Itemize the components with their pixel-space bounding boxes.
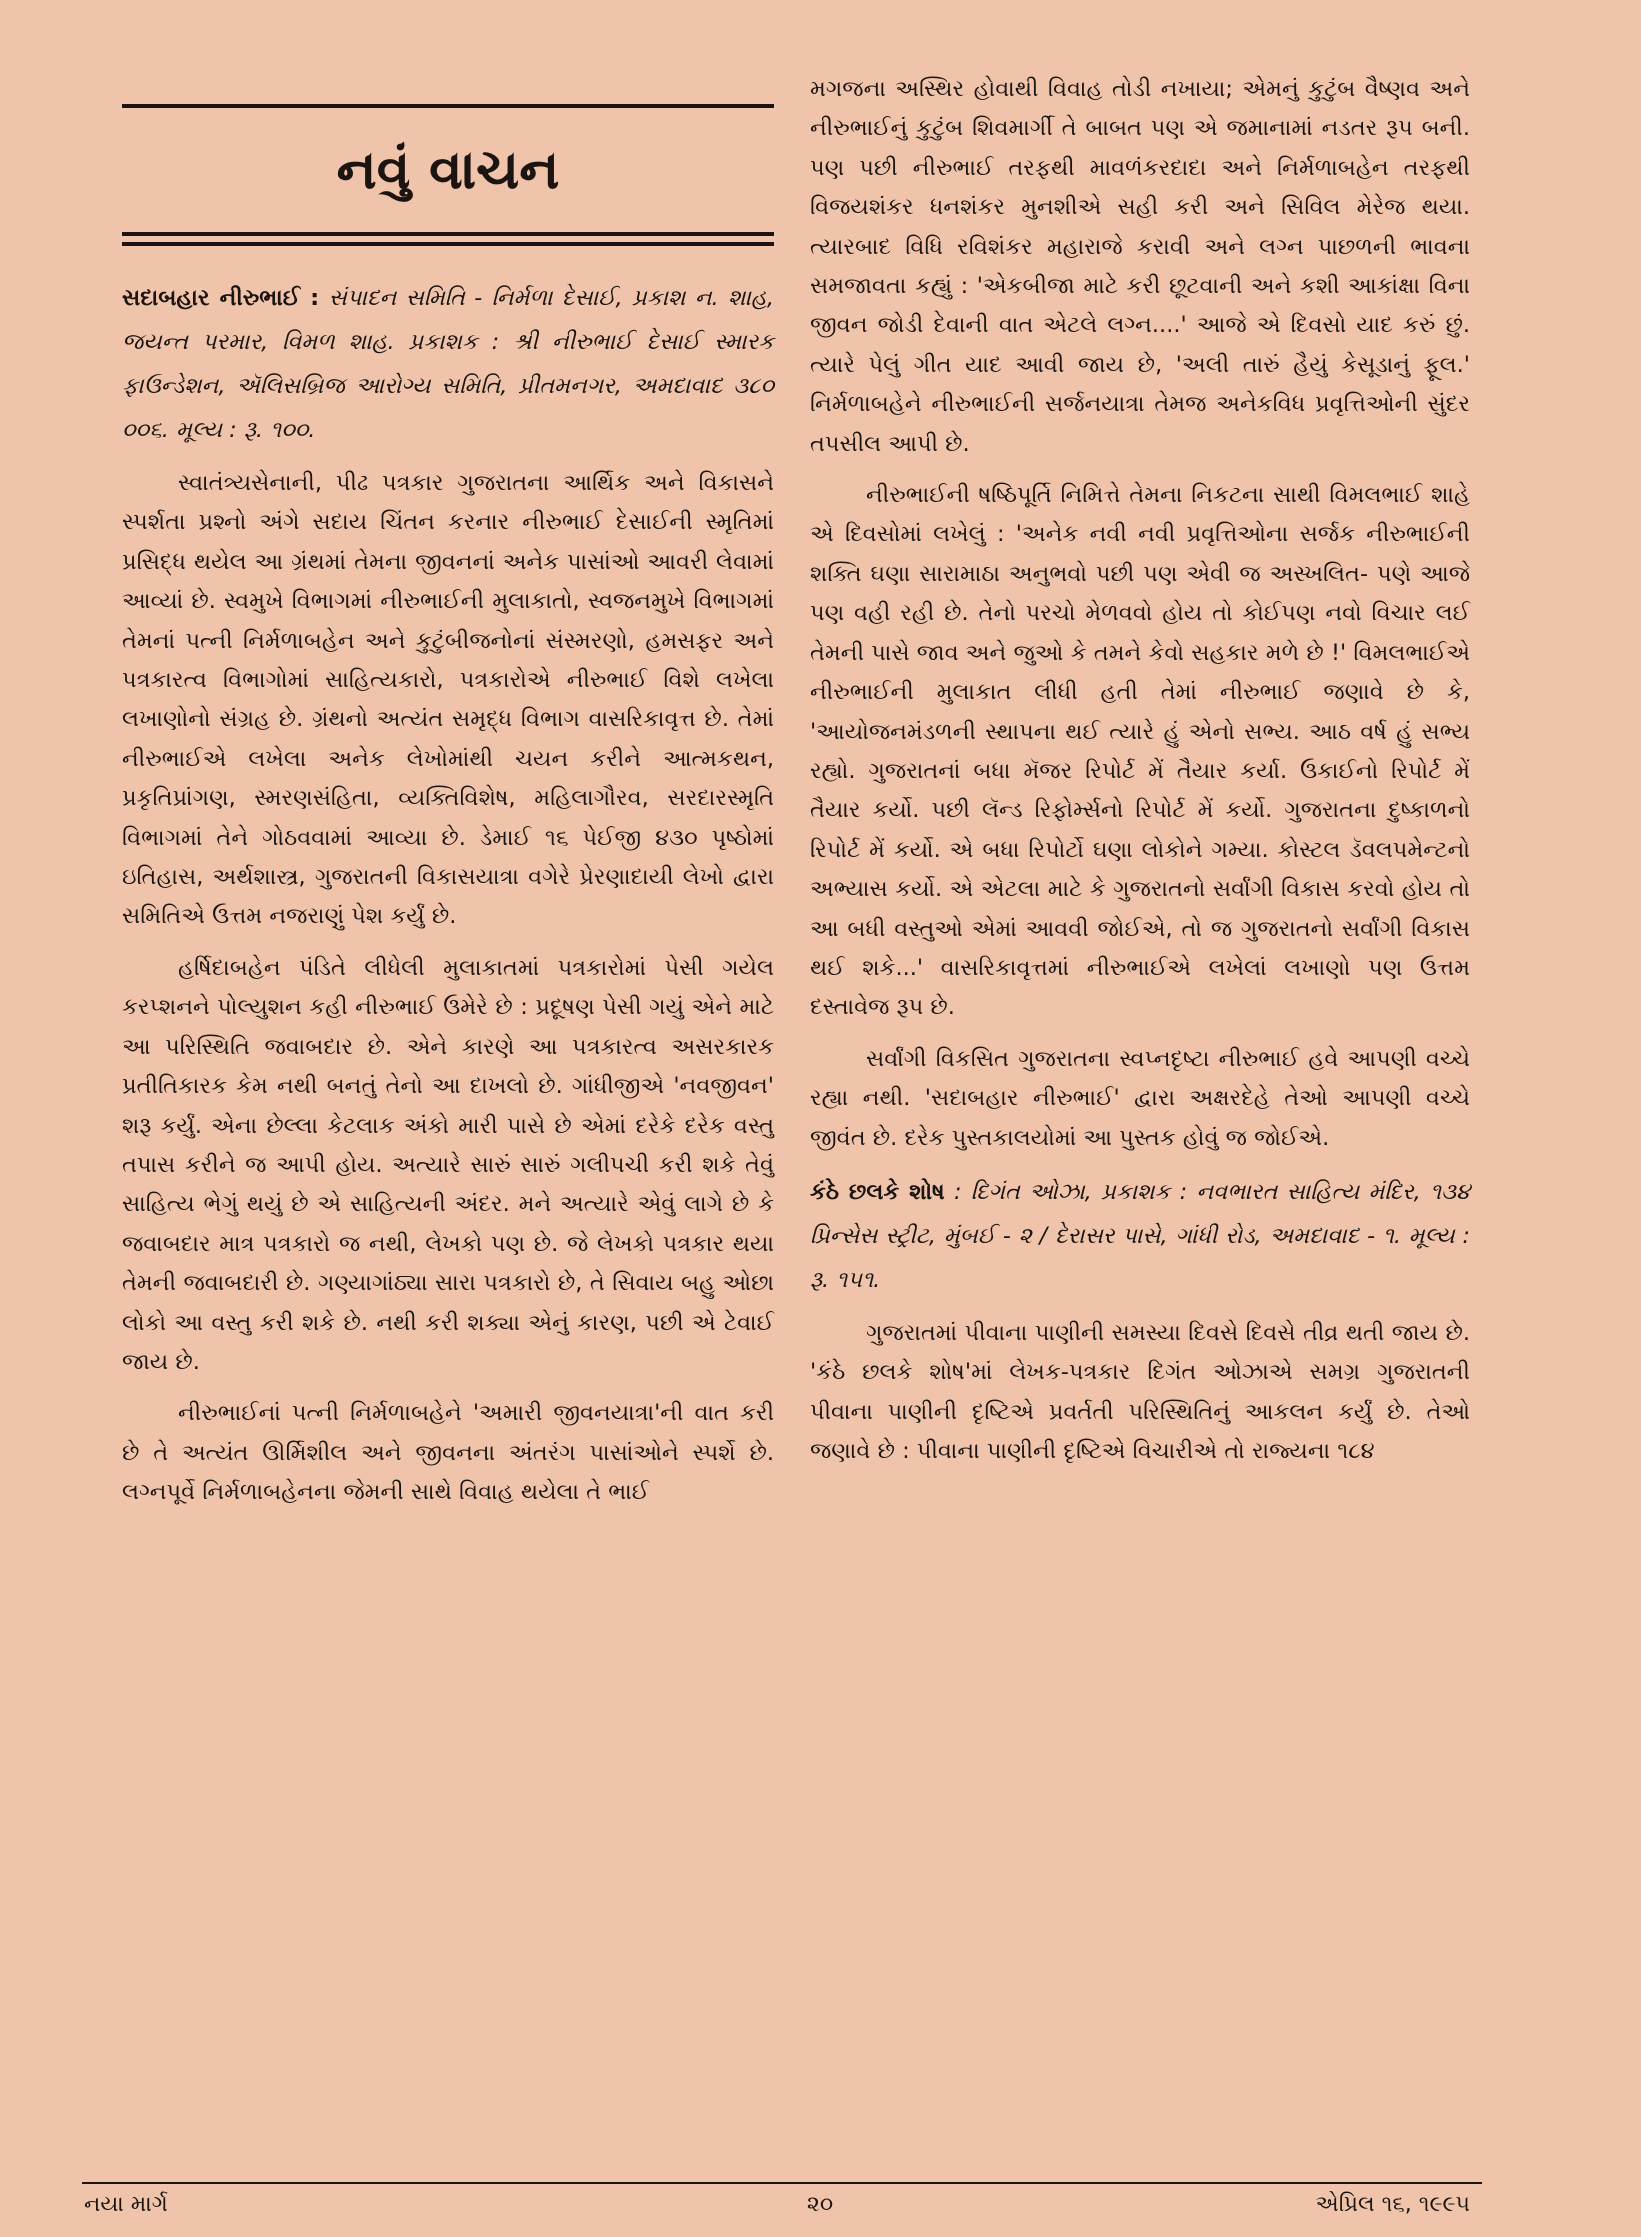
- left-body: [122, 276, 774, 1513]
- review-1-title: સદાબહાર નીરુભાઈ :: [122, 285, 320, 311]
- review-2-header: [810, 1170, 1470, 1302]
- footer-page-number: ૨૦: [806, 2192, 834, 2217]
- top-rule: [122, 104, 774, 108]
- review-2-details: : દિગંત ઓઝા, પ્રકાશક : નવભારત સાહિત્ય મંદિર, ૧૩૪ પ્રિન્સેસ સ્ટ્રીટ, મુંબઈ - ૨ / દેરાસર પાસે, ગાંધી રોડ, અમદાવાદ - ૧. મૂલ્ય : રૂ. ૧૫૧.: [810, 1178, 1470, 1293]
- review-1-paragraph-3: નીરુભાઈનાં પત્ની નિર્મળાબહેને 'અમારી જીવનયાત્રા'ની વાત કરી છે તે અત્યંત ઊર્મિશીલ અને જીવનના અંતરંગ પાસાંઓને સ્પર્શે છે. લગ્નપૂર્વે નિર્મળાબહેનના જેમની સાથે વિવાહ થયેલા તે ભાઈ: [122, 1400, 774, 1506]
- review-2-paragraph-1: ગુજરાતમાં પીવાના પાણીની સમસ્યા દિવસે દિવસે તીવ્ર થતી જાય છે. 'કંઠે છલકે શોષ'માં લેખક-પત્રકાર દિગંત ઓઝાએ સમગ્ર ગુજરાતની પીવાના પાણીની દૃષ્ટિએ પ્રવર્તતી પરિસ્થિતિનું આકલન કર્યું છે. તેઓ જણાવે છે : પીવાના પાણીની દૃષ્ટિએ વિચારીએ તો રાજ્યના ૧૮૪: [810, 1319, 1470, 1465]
- review-1-paragraph-1: સ્વાતંત્ર્યસેનાની, પીઢ પત્રકાર ગુજરાતના આર્થિક અને વિકાસને સ્પર્શતા પ્રશ્નો અંગે સદાય ચિંતન કરનાર નીરુભાઈ દેસાઈની સ્મૃતિમાં પ્રસિદ્ધ થયેલ આ ગ્રંથમાં તેમના જીવનનાં અનેક પાસાંઓ આવરી લેવામાં આવ્યાં છે. સ્વમુખે વિભાગમાં નીરુભાઈની મુલાકાતો, સ્વજનમુખે વિભાગમાં તેમનાં પત્ની નિર્મળાબહેન અને કુટુંબીજનોનાં સંસ્મરણો, હમસફર અને પત્રકારત્વ વિભાગોમાં સાહિત્યકારો, પત્રકારોએ નીરુભાઈ વિશે લખેલા લખાણોનો સંગ્રહ છે. ગ્રંથનો અત્યંત સમૃદ્ધ વિભાગ વાસરિકાવૃત્ત છે. તેમાં નીરુભાઈએ લખેલા અનેક લેખોમાંથી ચયન કરીને આત્મકથન, પ્રકૃતિપ્રાંગણ, સ્મરણસંહિતા, વ્યક્તિવિશેષ, મહિલાગૌરવ, સરદારસ્મૃતિ વિભાગમાં તેને ગોઠવવામાં આવ્યા છે. ડેમાઈ ૧૬ પેઈજી ૪૩૦ પૃષ્ઠોમાં ઇતિહાસ, અર્થશાસ્ત્ર, ગુજરાતની વિકાસયાત્રા વગેરે પ્રેરણાદાયી લેખો દ્વારા સમિતિએ ઉત્તમ નજરાણું પેશ કર્યું છે.: [122, 470, 774, 930]
- section-heading: નવું વાચન: [336, 138, 560, 201]
- footer-magazine-name: નયા માર્ગ: [84, 2192, 168, 2217]
- review-1-paragraph-3-continued: મગજના અસ્થિર હોવાથી વિવાહ તોડી નખાયા; એમનું કુટુંબ વૈષ્ણવ અને નીરુભાઈનું કુટુંબ શિવમાર્ગી તે બાબત પણ એ જમાનામાં નડતર રૂપ બની. પણ પછી નીરુભાઈ તરફથી માવળંકરદાદા અને નિર્મળાબહેન તરફથી વિજયશંકર ધનશંકર મુનશીએ સહી કરી અને સિવિલ મેરેજ થયા. ત્યારબાદ વિધિ રવિશંકર મહારાજે કરાવી અને લગ્ન પાછળની ભાવના સમજાવતા કહ્યું : 'એકબીજા માટે કરી છૂટવાની અને કશી આકાંક્ષા વિના જીવન જોડી દેવાની વાત એટલે લગ્ન....' આજે એ દિવસો યાદ કરું છું. ત્યારે પેલું ગીત યાદ આવી જાય છે, 'અલી તારું હૈયું કેસૂડાનું ફૂલ.' નિર્મળાબહેને નીરુભાઈની સર્જનયાત્રા તેમજ અનેકવિધ પ્રવૃત્તિઓની સુંદર તપસીલ આપી છે.: [810, 76, 1470, 457]
- double-rule: [122, 232, 774, 246]
- review-1-details: સંપાદન સમિતિ - નિર્મળા દેસાઈ, પ્રકાશ ન. શાહ, જયન્ત પરમાર, વિમળ શાહ. પ્રકાશક : શ્રી નીરુભાઈ દેસાઈ સ્મારક ફાઉન્ડેશન, ઍલિસબ્રિજ આરોગ્ય સમિતિ, પ્રીતમનગર, અમદાવાદ ૩૮૦ ૦૦૬. મૂલ્ય : રૂ. ૧૦૦.: [122, 285, 775, 443]
- review-1-paragraph-2: હર્ષિદાબહેન પંડિતે લીધેલી મુલાકાતમાં પત્રકારોમાં પેસી ગયેલ કરપ્શનને પોલ્યુશન કહી નીરુભાઈ ઉમેરે છે : પ્રદૂષણ પેસી ગયું એને માટે આ પરિસ્થિતિ જવાબદાર છે. એને કારણે આ પત્રકારત્વ અસરકારક પ્રતીતિકારક કેમ નથી બનતું તેનો આ દાખલો છે. ગાંધીજીએ 'નવજીવન' શરૂ કર્યું. એના છેલ્લા કેટલાક અંકો મારી પાસે છે એમાં દરેકે દરેક વસ્તુ તપાસ કરીને જ આપી હોય. અત્યારે સારું સારું ગલીપચી કરી શકે તેવું સાહિત્ય ભેગું થયું છે એ સાહિત્યની અંદર. મને અત્યારે એવું લાગે છે કે જવાબદાર માત્ર પત્રકારો જ નથી, લેખકો પણ છે. જે લેખકો પત્રકાર થયા તેમની જવાબદારી છે. ગણ્યાગાંઠ્યા સારા પત્રકારો છે, તે સિવાય બહુ ઓછા લોકો આ વસ્તુ કરી શકે છે. નથી કરી શક્યા એનું કારણ, પછી એ ટેવાઈ જાય છે.: [122, 954, 774, 1375]
- footer-rule: [82, 2182, 1482, 2184]
- review-1-paragraph-4: નીરુભાઈની ષષ્ઠિપૂર્તિ નિમિત્તે તેમના નિકટના સાથી વિમલભાઈ શાહે એ દિવસોમાં લખેલું : 'અનેક નવી નવી પ્રવૃત્તિઓના સર્જક નીરુભાઈની શક્તિ ઘણા સારામાઠા અનુભવો પછી પણ એવી જ અસ્ખલિત- પણે આજે પણ વહી રહી છે. તેનો પરચો મેળવવો હોય તો કોઈપણ નવો વિચાર લઈ તેમની પાસે જાવ અને જુઓ કે તમને કેવો સહકાર મળે છે !' વિમલભાઈએ નીરુભાઈની મુલાકાત લીધી હતી તેમાં નીરુભાઈ જણાવે છે કે, 'આયોજનમંડળની સ્થાપના થઈ ત્યારે હું એનો સભ્ય. આઠ વર્ષ હું સભ્ય રહ્યો. ગુજરાતનાં બધા મૅજર રિપોર્ટ મેં તૈયાર કર્યા. ઉકાઈનો રિપોર્ટ મેં તૈયાર કર્યો. પછી લૅન્ડ રિફોર્મ્સનો રિપોર્ટ મેં કર્યો. ગુજરાતના દુષ્કાળનો રિપોર્ટ મેં કર્યો. એ બધા રિપોર્ટો ઘણા લોકોને ગમ્યા. કોસ્ટલ ડૅવલપમેન્ટનો અભ્યાસ કર્યો. એ એટલા માટે કે ગુજરાતનો સર્વાંગી વિકાસ કરવો હોય તો આ બધી વસ્તુઓ એમાં આવવી જોઈએ, તો જ ગુજરાતનો સર્વાંગી વિકાસ થઈ શકે...' વાસરિકાવૃત્તમાં નીરુભાઈએ લખેલાં લખાણો પણ ઉત્તમ દસ્તાવેજ રૂપ છે.: [810, 482, 1470, 1021]
- review-1-paragraph-5: સર્વાંગી વિકસિત ગુજરાતના સ્વપ્નદૃષ્ટા નીરુભાઈ હવે આપણી વચ્ચે રહ્યા નથી. 'સદાબહાર નીરુભાઈ' દ્વારા અક્ષરદેહે તેઓ આપણી વચ્ચે જીવંત છે. દરેક પુસ્તકાલયોમાં આ પુસ્તક હોવું જ જોઈએ.: [810, 1045, 1470, 1151]
- review-1-header: [122, 276, 774, 452]
- footer-date: એપ્રિલ ૧૬, ૧૯૯૫: [1315, 2192, 1470, 2217]
- right-body: [810, 70, 1470, 1472]
- review-2-title: કંઠે છલકે શોષ: [810, 1178, 945, 1205]
